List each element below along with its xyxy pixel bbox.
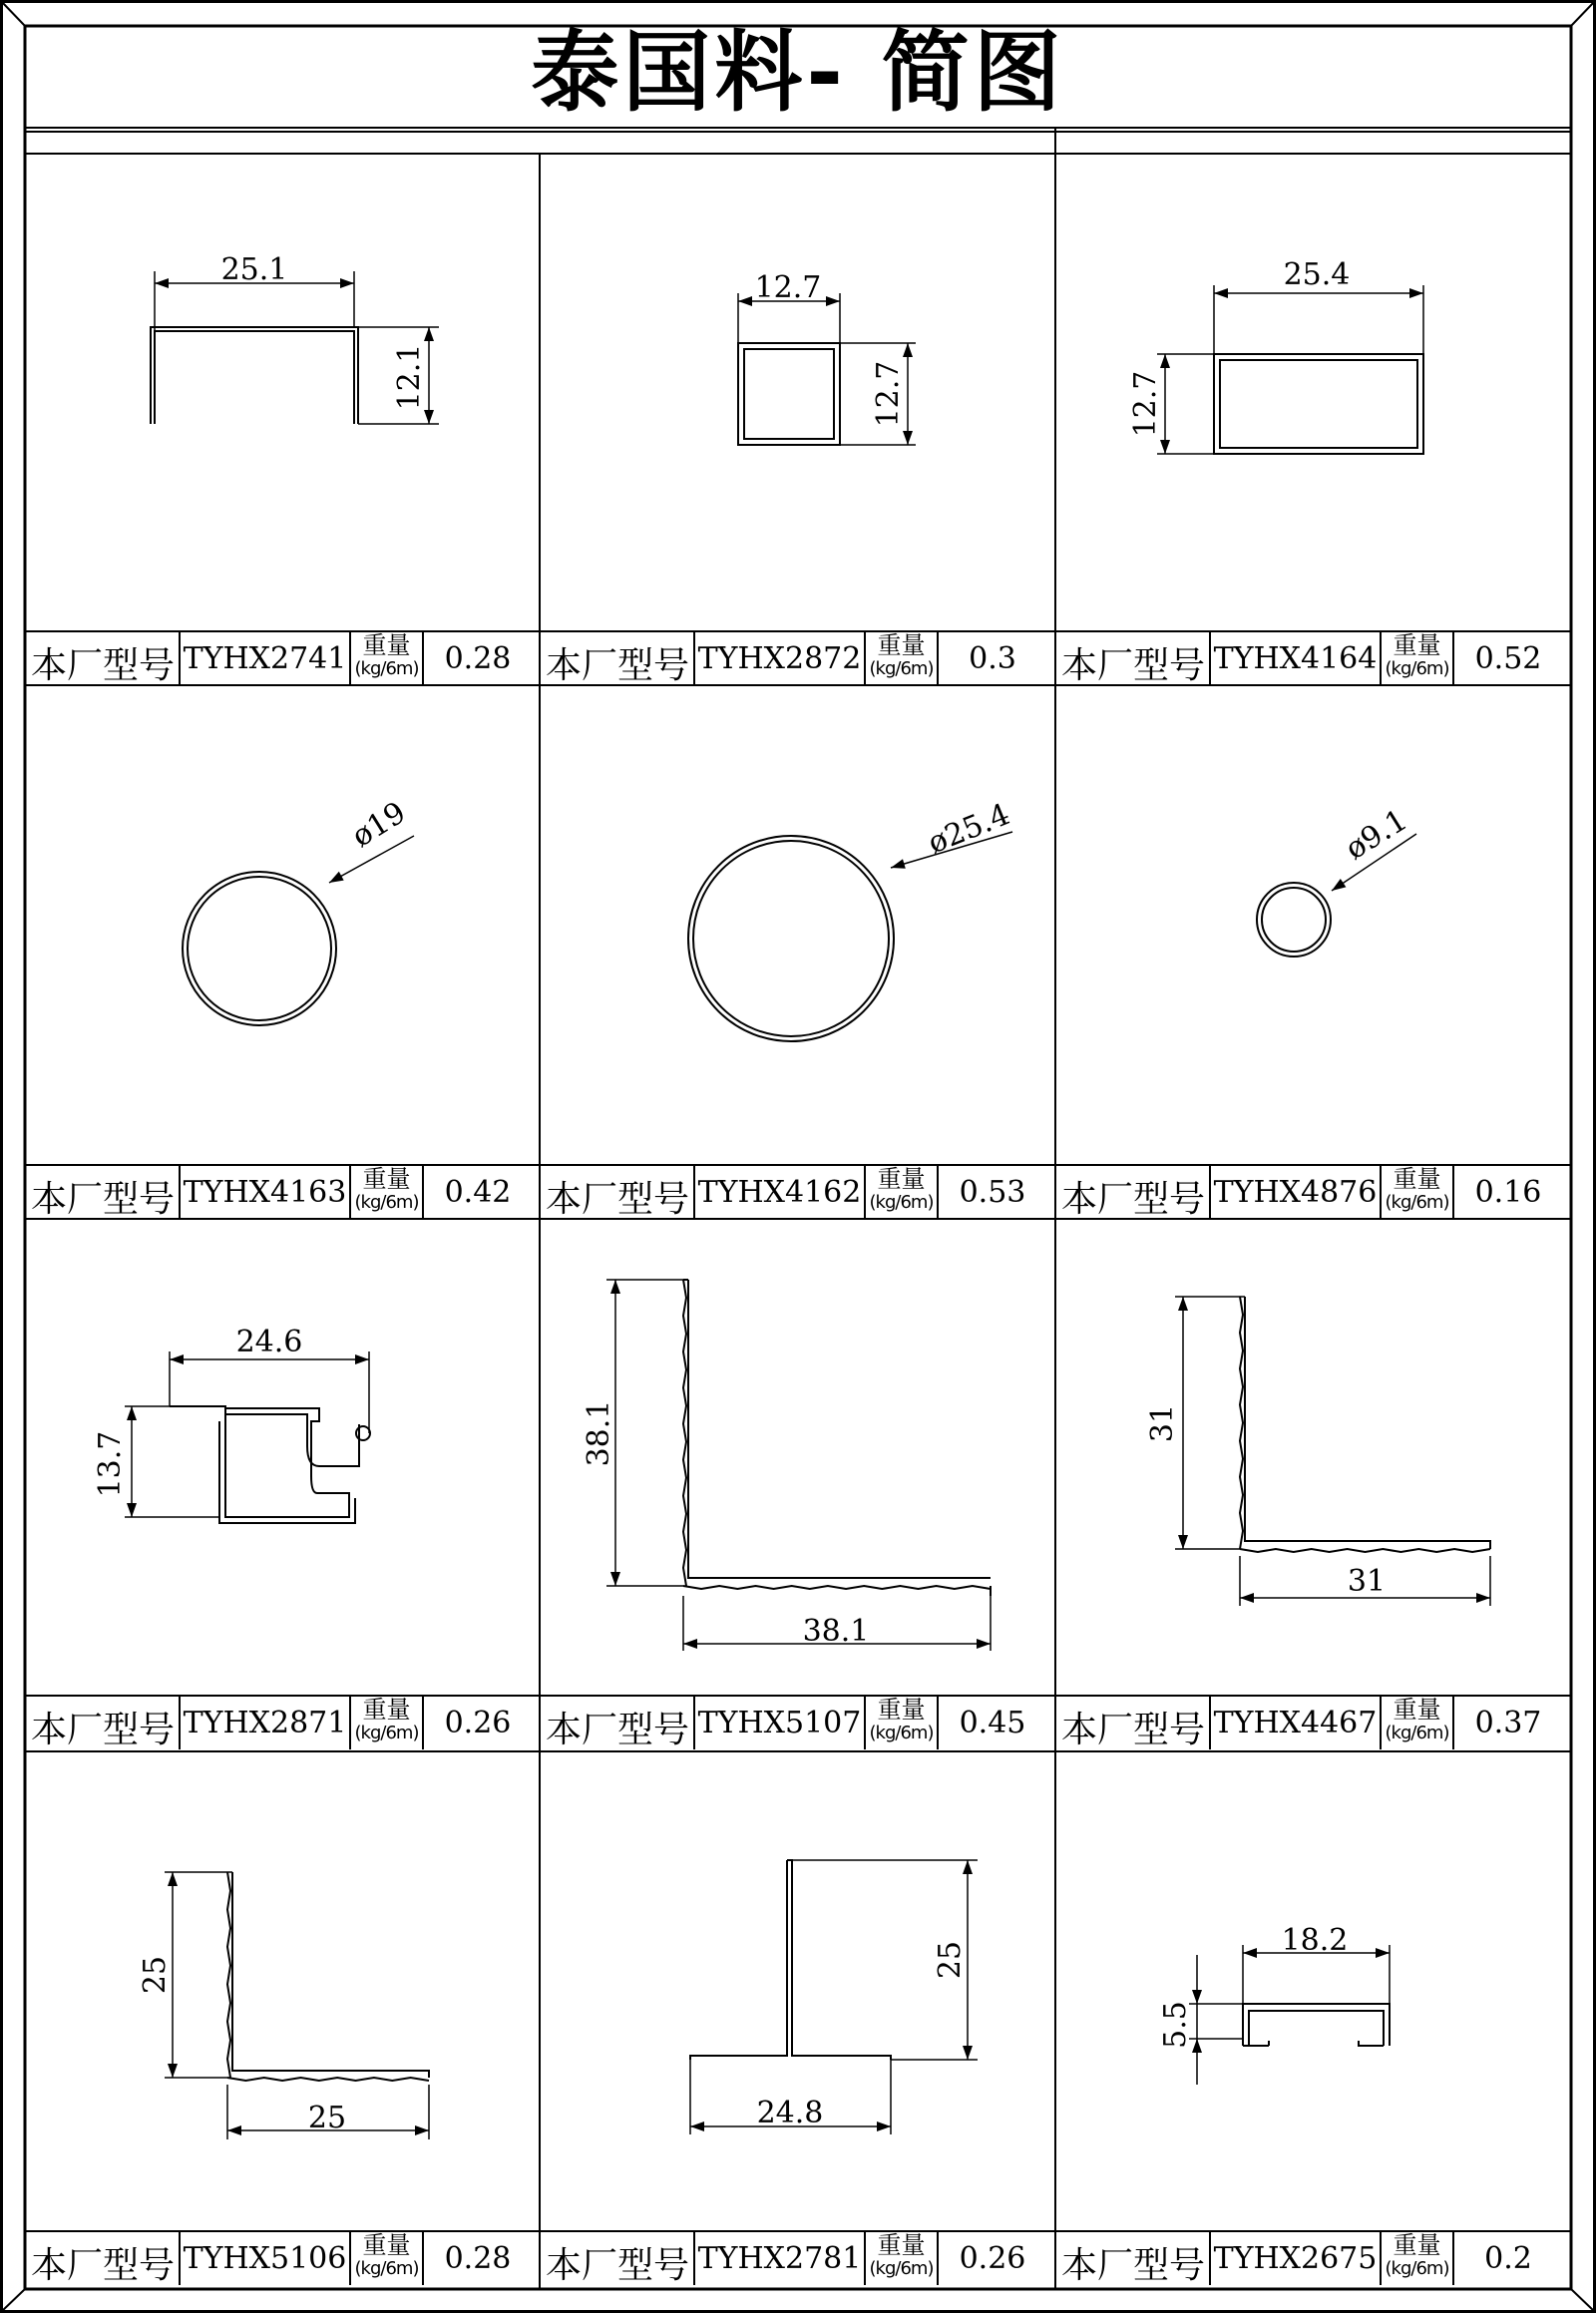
dimension-label: 12.7 [1128, 370, 1163, 438]
weight-unit: (kg/6m) [869, 658, 934, 679]
weight-value: 0.42 [444, 1175, 512, 1210]
weight-label: 重量 [362, 631, 411, 659]
model-code: TYHX2871 [183, 1706, 347, 1740]
weight-unit: (kg/6m) [1385, 2258, 1449, 2279]
model-label: 本厂型号 [1061, 1710, 1206, 1750]
model-label: 本厂型号 [546, 1179, 690, 1220]
model-code: TYHX4467 [1213, 1706, 1378, 1740]
weight-label: 重量 [1393, 1165, 1441, 1193]
dimension-label: 31 [1347, 1564, 1387, 1599]
dimension-label: ø9.1 [1339, 802, 1414, 868]
weight-label: 重量 [1393, 631, 1441, 659]
weight-unit: (kg/6m) [1385, 658, 1449, 679]
weight-label: 重量 [362, 2231, 411, 2259]
weight-value: 0.28 [444, 2241, 512, 2276]
weight-unit: (kg/6m) [869, 1192, 934, 1213]
weight-value: 0.26 [444, 1706, 512, 1740]
weight-label: 重量 [877, 1165, 926, 1193]
page-title: 泰国料- 简图 [531, 21, 1065, 124]
model-label: 本厂型号 [546, 645, 690, 686]
weight-value: 0.16 [1474, 1175, 1542, 1210]
weight-label: 重量 [877, 2231, 926, 2259]
model-label: 本厂型号 [31, 1710, 176, 1750]
model-code: TYHX2781 [697, 2241, 862, 2276]
weight-value: 0.2 [1484, 2241, 1532, 2276]
weight-unit: (kg/6m) [1385, 1723, 1449, 1743]
dimension-label: 24.8 [756, 2096, 824, 2130]
weight-unit: (kg/6m) [869, 2258, 934, 2279]
model-label: 本厂型号 [31, 2245, 176, 2286]
weight-value: 0.37 [1474, 1706, 1542, 1740]
model-code: TYHX5106 [183, 2241, 347, 2276]
model-label: 本厂型号 [31, 1179, 176, 1220]
weight-value: 0.53 [959, 1175, 1026, 1210]
weight-value: 0.28 [444, 641, 512, 676]
model-code: TYHX4163 [183, 1175, 347, 1210]
dimension-label: 18.2 [1281, 1923, 1349, 1958]
dimension-label: 24.6 [235, 1325, 303, 1359]
dimension-label: ø19 [345, 795, 413, 855]
model-code: TYHX2741 [183, 641, 347, 676]
model-code: TYHX5107 [697, 1706, 862, 1740]
weight-value: 0.52 [1474, 641, 1542, 676]
dimension-label: 5.5 [1158, 2001, 1193, 2049]
weight-value: 0.26 [959, 2241, 1026, 2276]
weight-label: 重量 [877, 1696, 926, 1724]
dimension-label: 12.1 [392, 343, 427, 411]
model-code: TYHX2872 [697, 641, 862, 676]
model-label: 本厂型号 [1061, 645, 1206, 686]
weight-label: 重量 [877, 631, 926, 659]
model-code: TYHX4164 [1213, 641, 1378, 676]
weight-unit: (kg/6m) [354, 1192, 419, 1213]
dimension-label: ø25.4 [923, 797, 1015, 862]
weight-unit: (kg/6m) [1385, 1192, 1449, 1213]
weight-label: 重量 [362, 1165, 411, 1193]
dimension-label: 25 [307, 2101, 347, 2135]
model-label: 本厂型号 [1061, 1179, 1206, 1220]
dimension-label: 25.4 [1283, 257, 1351, 292]
weight-unit: (kg/6m) [354, 2258, 419, 2279]
model-code: TYHX2675 [1213, 2241, 1378, 2276]
model-label: 本厂型号 [1061, 2245, 1206, 2286]
model-label: 本厂型号 [546, 2245, 690, 2286]
model-label: 本厂型号 [31, 645, 176, 686]
dimension-label: 13.7 [93, 1430, 128, 1498]
weight-unit: (kg/6m) [869, 1723, 934, 1743]
weight-label: 重量 [362, 1696, 411, 1724]
model-code: TYHX4162 [697, 1175, 862, 1210]
weight-label: 重量 [1393, 1696, 1441, 1724]
dimension-label: 12.7 [871, 360, 906, 428]
dimension-label: 31 [1145, 1403, 1180, 1443]
dimension-label: 25 [933, 1940, 968, 1980]
model-label: 本厂型号 [546, 1710, 690, 1750]
weight-value: 0.45 [959, 1706, 1026, 1740]
dimension-label: 38.1 [582, 1399, 616, 1467]
weight-value: 0.3 [969, 641, 1016, 676]
weight-unit: (kg/6m) [354, 1723, 419, 1743]
dimension-label: 25.1 [220, 252, 288, 287]
dimension-label: 25 [138, 1955, 173, 1995]
dimension-label: 12.7 [754, 270, 822, 305]
weight-unit: (kg/6m) [354, 658, 419, 679]
dimension-label: 38.1 [802, 1614, 870, 1649]
weight-label: 重量 [1393, 2231, 1441, 2259]
model-code: TYHX4876 [1213, 1175, 1378, 1210]
